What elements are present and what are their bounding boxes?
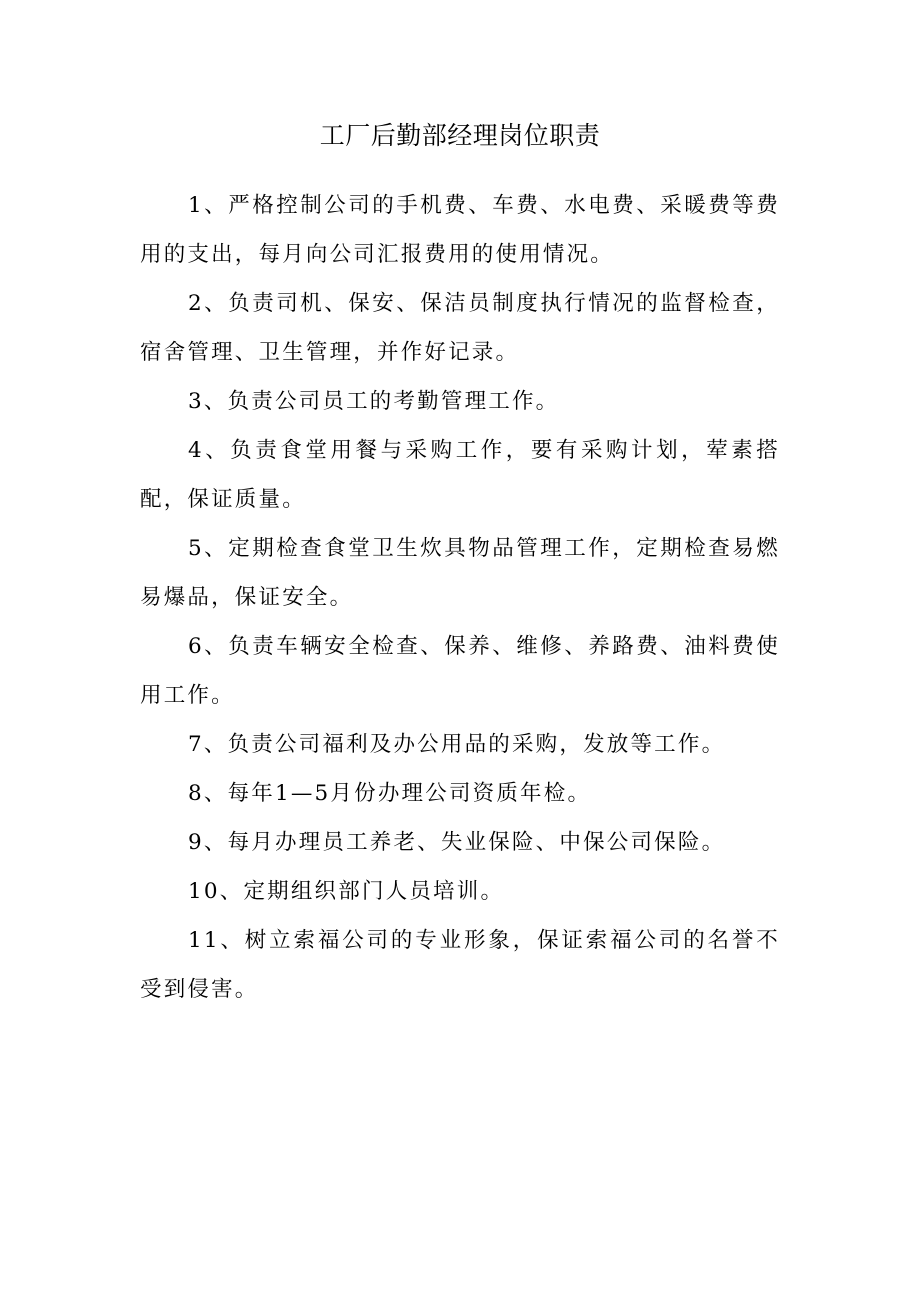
- duty-item-9: 9、每月办理员工养老、失业保险、中保公司保险。: [188, 830, 726, 855]
- duty-item-7: 7、负责公司福利及办公用品的采购，发放等工作。: [188, 732, 726, 757]
- duty-item-6: 6、负责车辆安全检查、保养、维修、养路费、油料费使用工作。: [140, 634, 780, 708]
- duty-item-5: 5、定期检查食堂卫生炊具物品管理工作，定期检查易燃易爆品，保证安全。: [140, 536, 780, 610]
- duty-item-11: 11、树立索福公司的专业形象，保证索福公司的名誉不受到侵害。: [140, 928, 780, 1002]
- duty-item-4: 4、负责食堂用餐与采购工作，要有采购计划，荤素搭配，保证质量。: [140, 438, 780, 512]
- duty-item-2: 2、负责司机、保安、保洁员制度执行情况的监督检查，宿舍管理、卫生管理，并作好记录。: [140, 291, 780, 365]
- document-title: 工厂后勤部经理岗位职责: [319, 121, 601, 150]
- duty-item-10: 10、定期组织部门人员培训。: [188, 879, 505, 904]
- duty-item-3: 3、负责公司员工的考勤管理工作。: [188, 389, 560, 414]
- duty-item-1: 1、严格控制公司的手机费、车费、水电费、采暖费等费用的支出，每月向公司汇报费用的使用情况。: [140, 193, 780, 267]
- duty-list: [140, 181, 780, 1014]
- duty-item-8: 8、每年1—5月份办理公司资质年检。: [188, 781, 592, 806]
